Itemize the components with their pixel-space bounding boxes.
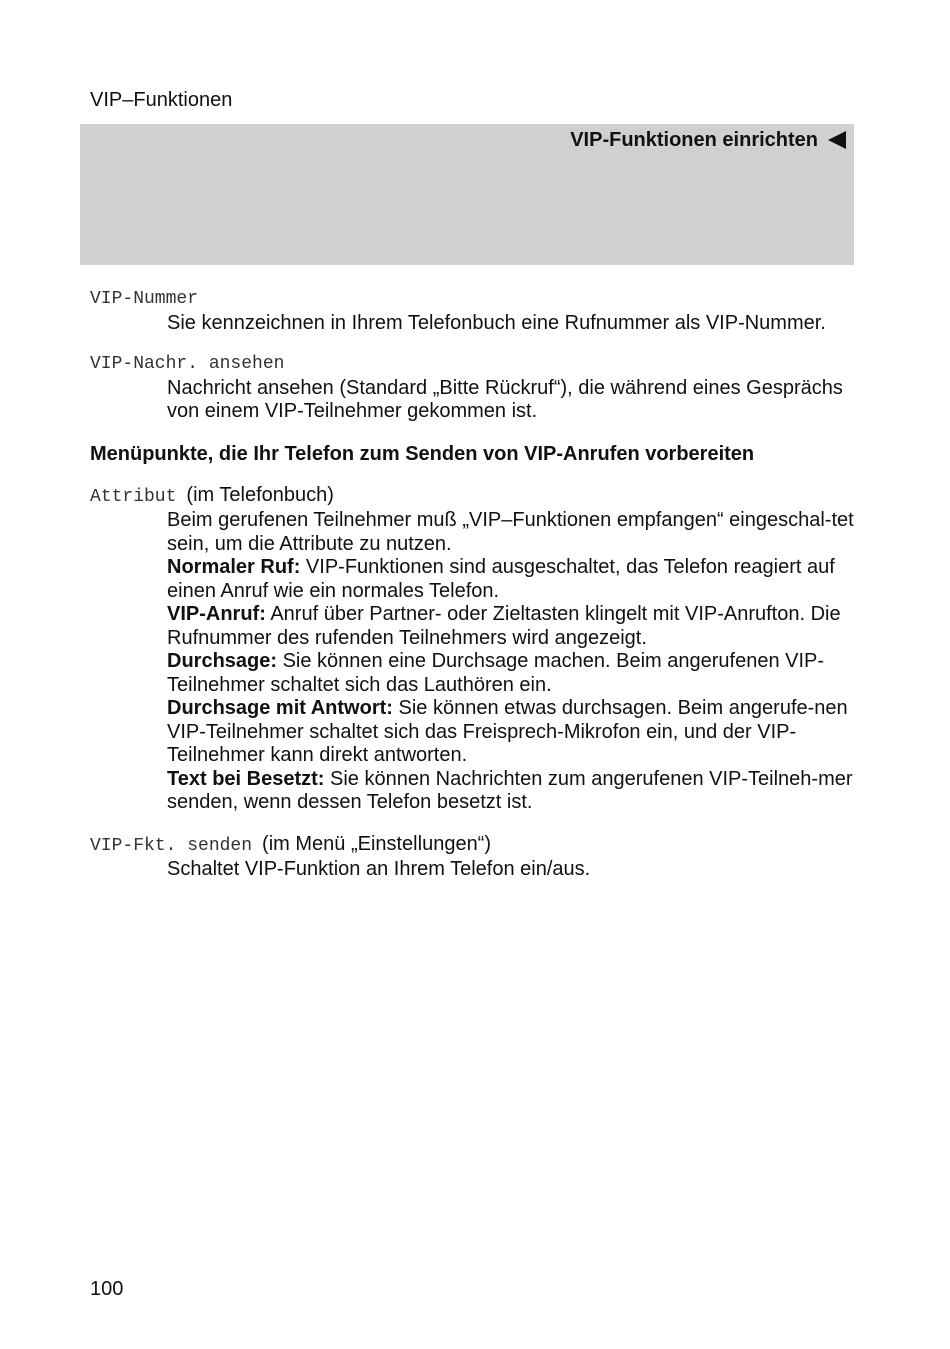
option-text: Sie können Nachrichten zum angerufenen VIP-Teilneh-mer senden, wenn dessen Telefon besetzt ist.	[167, 767, 853, 813]
definition-entry	[90, 288, 860, 335]
menu-term: VIP-Nachr. ansehen	[90, 354, 285, 374]
option-item	[167, 697, 860, 768]
option-text: Anruf über Partner- oder Zieltasten klingelt mit VIP-Anrufton. Die Rufnummer des rufenden Teilnehmers wird angezeigt.	[167, 603, 841, 649]
banner-title: VIP-Funktionen einrichten	[570, 129, 818, 151]
menu-term: VIP-Nummer	[90, 289, 199, 309]
section-heading: Menüpunkte, die Ihr Telefon zum Senden von VIP-Anrufen vorbereiten	[90, 442, 755, 465]
menu-term: Attribut	[90, 486, 177, 507]
option-label: Durchsage:	[167, 650, 278, 672]
option-text: VIP-Funktionen sind ausgeschaltet, das Telefon reagiert auf einen Anruf wie ein normales Telefon.	[167, 556, 835, 602]
term-description: Nachricht ansehen (Standard „Bitte Rückruf“), die während eines Gesprächs von einem VIP-Teilnehmer gekommen ist.	[167, 376, 843, 422]
menu-term: VIP-Fkt. senden	[90, 835, 253, 856]
page-number: 100	[90, 1278, 124, 1300]
option-label: Text bei Besetzt:	[167, 767, 325, 790]
section-banner	[80, 124, 854, 265]
option-label: VIP-Anruf:	[167, 603, 266, 625]
option-item	[167, 603, 860, 650]
option-text: Sie können etwas durchsagen. Beim angerufe-nen VIP-Teilnehmer schaltet sich das Freisprech-Mikrofon ein, und der VIP-Teilnehmer kann direkt antworten.	[167, 697, 848, 766]
banner-title-row	[570, 128, 846, 152]
definition-entry	[90, 833, 860, 882]
option-item	[167, 768, 860, 815]
running-header: VIP–Funktionen	[90, 89, 233, 111]
option-item	[167, 650, 860, 697]
triangle-left-icon	[828, 131, 846, 149]
main-content	[90, 288, 860, 900]
term-note: (im Menü „Einstellungen“)	[262, 832, 492, 855]
option-item	[167, 556, 860, 603]
term-note: (im Telefonbuch)	[186, 483, 334, 506]
definition-entry	[90, 353, 860, 424]
option-label: Normaler Ruf:	[167, 556, 301, 578]
option-text: Sie können eine Durchsage machen. Beim angerufenen VIP-Teilnehmer schaltet sich das Lauthören ein.	[167, 650, 825, 696]
term-description: Sie kennzeichnen in Ihrem Telefonbuch eine Rufnummer als VIP-Nummer.	[167, 311, 826, 334]
term-description: Beim gerufenen Teilnehmer muß „VIP–Funktionen empfangen“ eingeschal-tet sein, um die Attribute zu nutzen.	[167, 509, 854, 555]
definition-entry-attribut	[90, 484, 860, 815]
term-description: Schaltet VIP-Funktion an Ihrem Telefon ein/aus.	[167, 858, 591, 880]
option-label: Durchsage mit Antwort:	[167, 697, 393, 719]
